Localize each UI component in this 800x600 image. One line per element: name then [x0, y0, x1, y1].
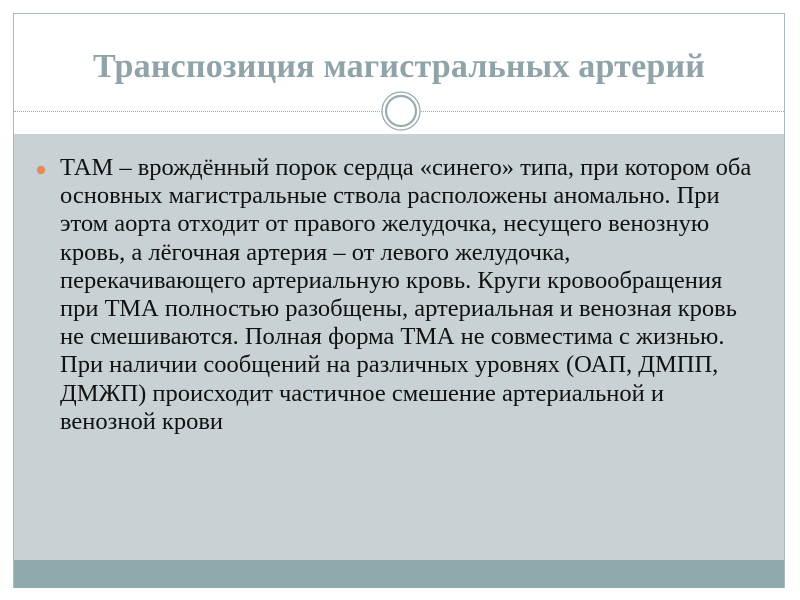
bullet-text: ТАМ – врождённый порок сердца «синего» типа, при котором оба основных магистральные ствола расположены аномально. При этом аорта отходит от правого желудочка, несущего венозную кровь, а лёгочная артерия – от левого желудочка, перекачивающего артериальную кровь. Круги кровообращения при ТМА полностью разобщены, артериальная и венозная кровь не смешиваются. Полная форма ТМА не совместима с жизнью. При наличии сообщений на различных уровнях (ОАП, ДМПП, ДМЖП) происходит частичное смешение артериальной и венозной крови — [60, 154, 752, 435]
double-circle-ornament-icon — [381, 91, 421, 131]
round-bullet-icon — [36, 165, 46, 175]
footer-bar — [14, 560, 784, 588]
slide-title: Транспозиция магистральных артерий — [92, 48, 706, 85]
slide-frame — [13, 13, 785, 588]
